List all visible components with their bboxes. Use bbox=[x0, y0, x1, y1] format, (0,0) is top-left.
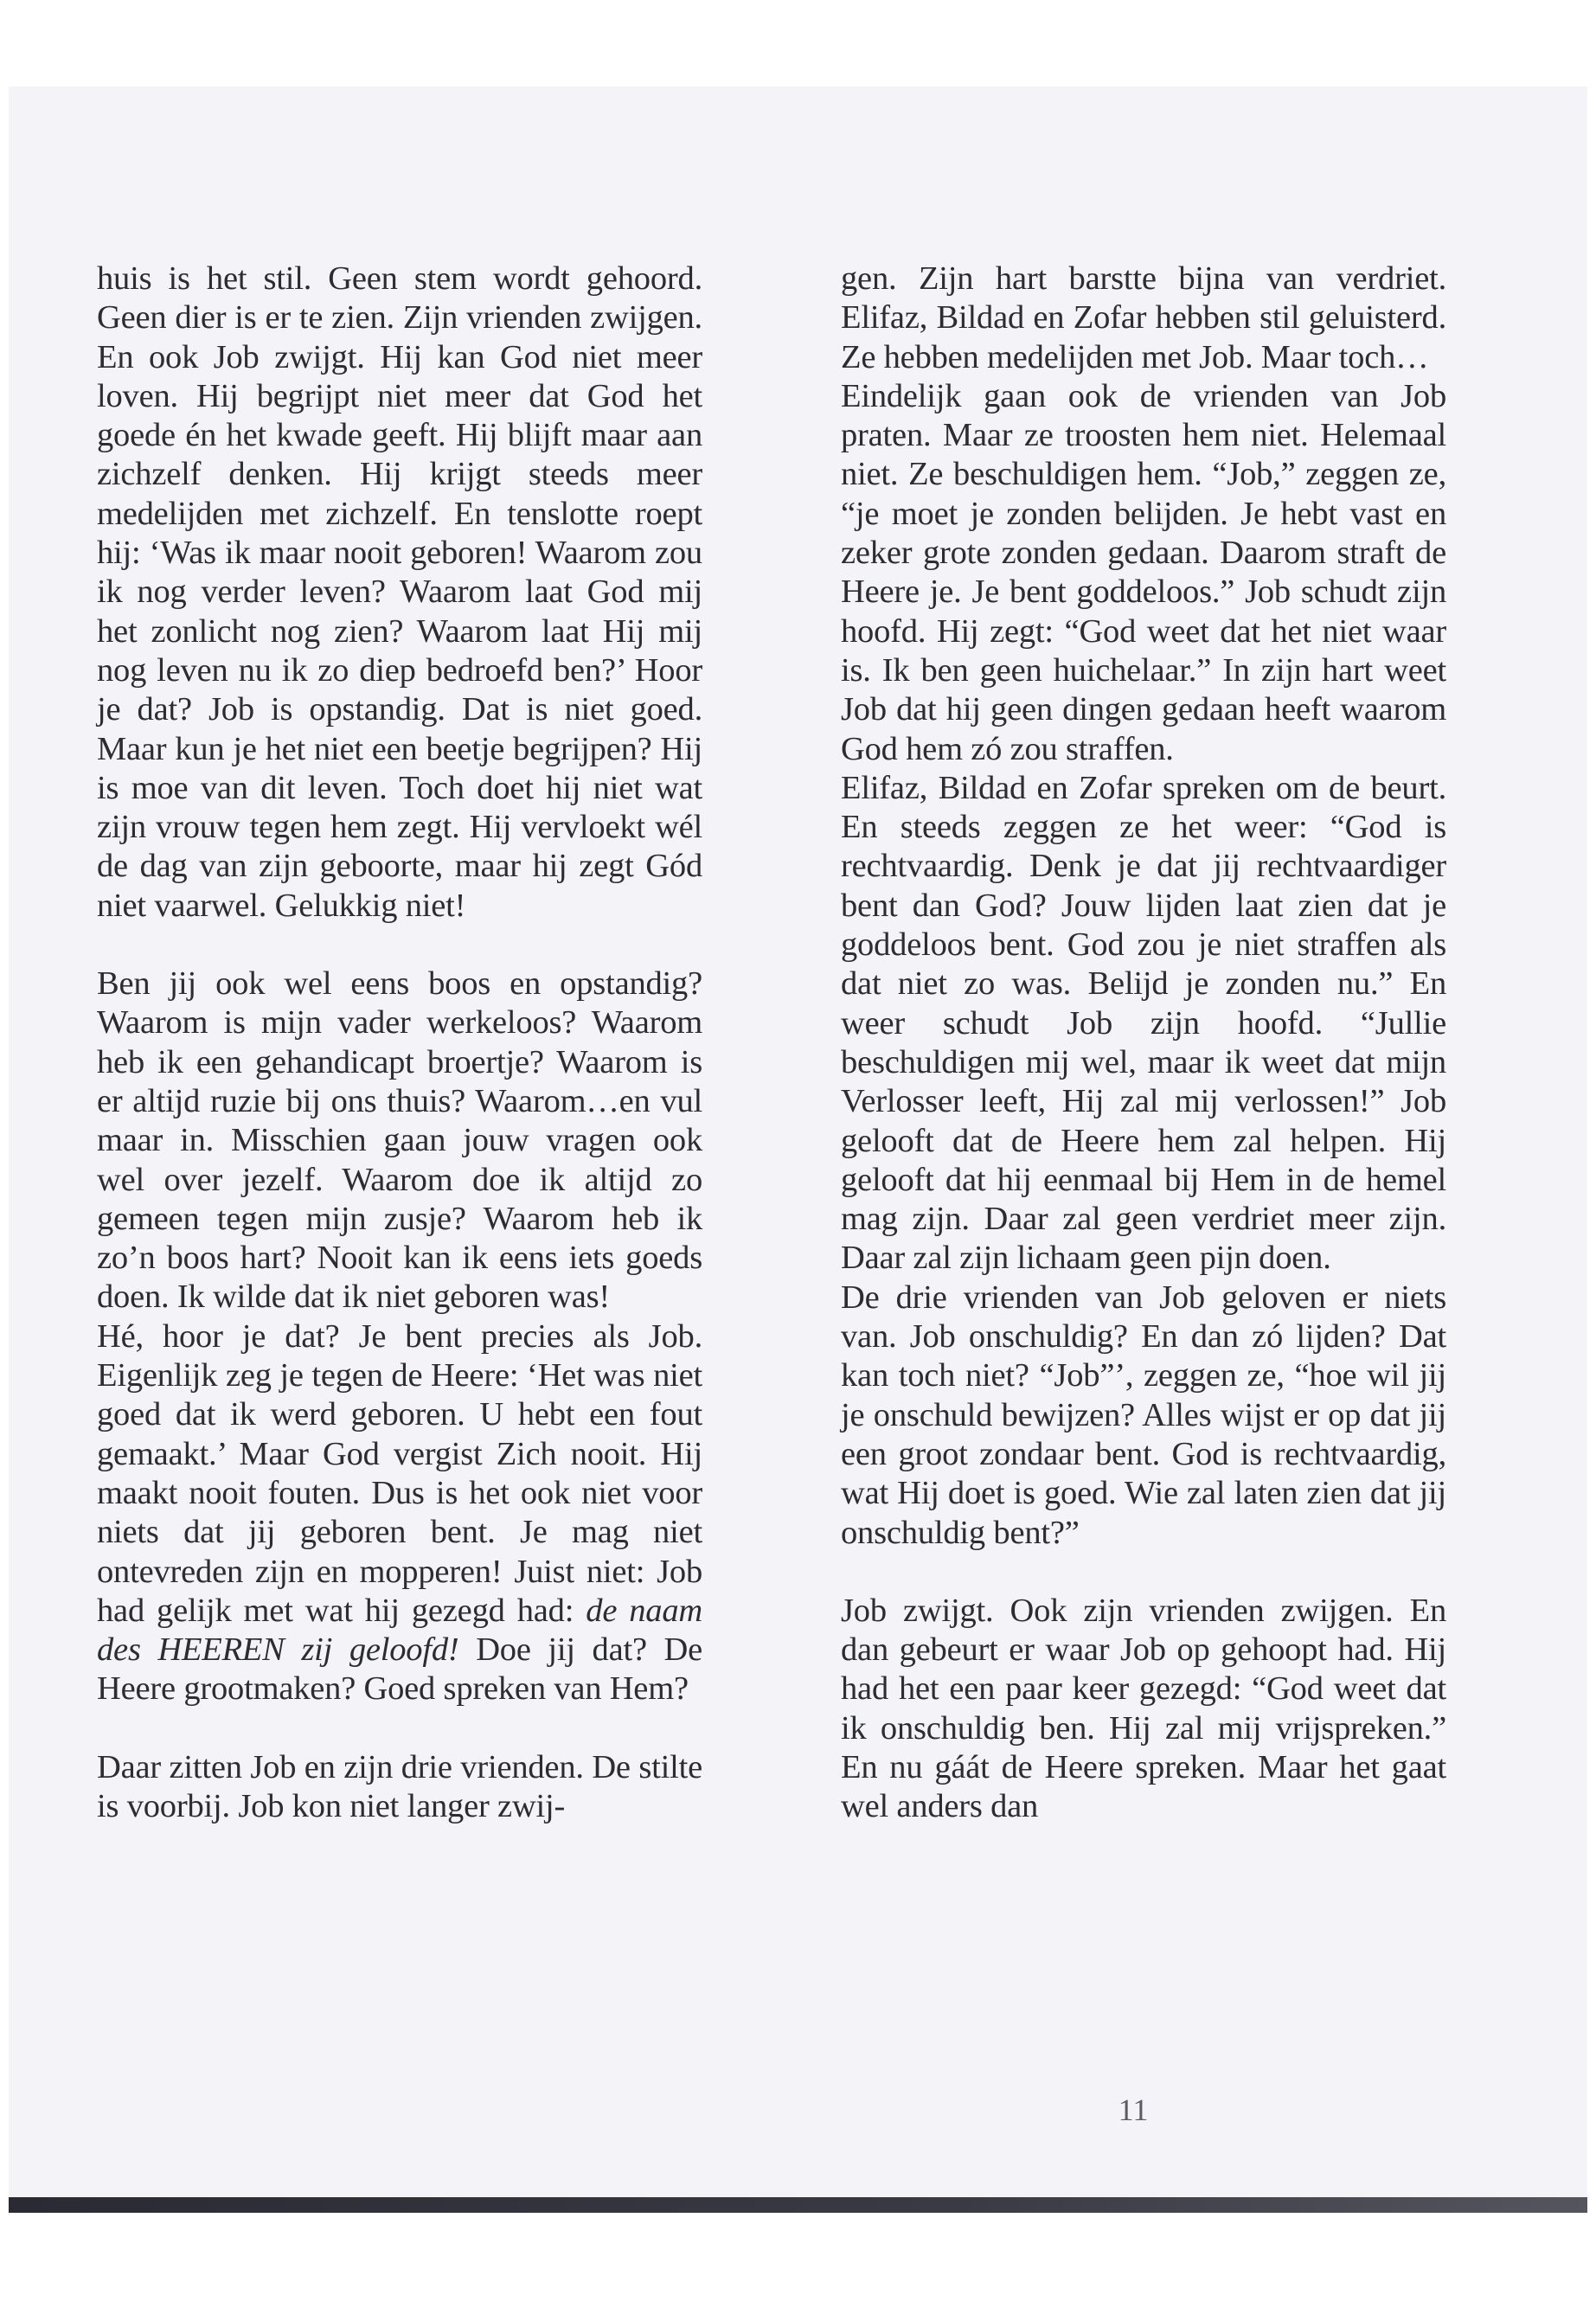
left-paragraph-2: Ben jij ook wel eens boos en opstandig? Waarom is mijn vader werkeloos? Waarom heb ik een gehandicapt broertje? Waarom is er altijd ruzie bij ons thuis? Waarom…en vul maar in. Misschien gaan jouw vragen ook wel over jezelf. Waarom doe ik altijd zo gemeen tegen mijn zusje? Waarom heb ik zo’n boos hart? Nooit kan ik eens iets goeds doen. Ik wilde dat ik niet geboren was! bbox=[97, 965, 702, 1316]
left-paragraph-3-text-b: Doe jij dat? De Heere grootmaken? Goed spreken van Hem? bbox=[97, 1631, 703, 1708]
page-number: 11 bbox=[1118, 2093, 1149, 2127]
right-paragraph-5: Job zwijgt. Ook zijn vrienden zwijgen. En dan gebeurt er waar Job op gehoopt had. Hij had het een paar keer gezegd: “God weet dat ik onschuldig ben. Hij zal mij vrijspreken.” En nu gáát de Heere spreken. Maar het gaat wel anders dan bbox=[841, 1592, 1446, 1825]
right-paragraph-2: Eindelijk gaan ook de vrienden van Job praten. Maar ze troosten hem niet. Helemaal niet. Ze beschuldigen hem. “Job,” zeggen ze, “je moet je zonden belijden. Je hebt vast en zeker grote zonden gedaan. Daarom straft de Heere je. Je bent goddeloos.” Job schudt zijn hoofd. Hij zegt: “God weet dat het niet waar is. Ik ben geen huichelaar.” In zijn hart weet Job dat hij geen dingen gedaan heeft waarom God hem zó zou straffen. bbox=[841, 377, 1446, 767]
left-paragraph-3 bbox=[97, 1317, 702, 1709]
left-paragraph-3-italic-quote: de naam des HEEREN zij geloofd! bbox=[97, 1592, 703, 1669]
left-paragraph-4: Daar zitten Job en zijn drie vrienden. De stilte is voorbij. Job kon niet langer zwij- bbox=[97, 1748, 702, 1824]
left-paragraph-3-text-a: Hé, hoor je dat? Je bent precies als Job. Eigenlijk zeg je tegen de Heere: ‘Het was niet goed dat ik werd geboren. U hebt een fout gemaakt.’ Maar God vergist Zich nooit. Hij maakt nooit fouten. Dus is het ook niet voor niets dat jij geboren bent. Je mag niet ontevreden zijn en mopperen! Juist niet: Job had gelijk met wat hij gezegd had: bbox=[97, 1317, 702, 1629]
right-paragraph-1: gen. Zijn hart barstte bijna van verdriet. Elifaz, Bildad en Zofar hebben stil geluisterd. Ze hebben medelijden met Job. Maar toch… bbox=[841, 260, 1446, 375]
left-paragraph-1: huis is het stil. Geen stem wordt gehoord. Geen dier is er te zien. Zijn vrienden zwijgen. En ook Job zwijgt. Hij kan God niet meer loven. Hij begrijpt niet meer dat God het goede én het kwade geeft. Hij blijft maar aan zichzelf denken. Hij krijgt steeds meer medelijden met zichzelf. En tenslotte roept hij: ‘Was ik maar nooit geboren! Waarom zou ik nog verder leven? Waarom laat God mij het zonlicht nog zien? Waarom laat Hij mij nog leven nu ik zo diep bedroefd ben?’ Hoor je dat? Job is opstandig. Dat is niet goed. Maar kun je het niet een beetje begrijpen? Hij is moe van dit leven. Toch doet hij niet wat zijn vrouw tegen hem zegt. Hij vervloekt wél de dag van zijn geboorte, maar hij zegt Gód niet vaarwel. Gelukkig niet! bbox=[97, 260, 702, 924]
scan-top-margin bbox=[0, 0, 1596, 87]
page-bottom-edge bbox=[9, 2197, 1587, 2213]
right-paragraph-4: De drie vrienden van Job geloven er niets van. Job onschuldig? En dan zó lijden? Dat kan toch niet? “Job”’, zeggen ze, “hoe wil jij je onschuld bewijzen? Alles wijst er op dat jij een groot zondaar bent. God is rechtvaardig, wat Hij doet is goed. Wie zal laten zien dat jij onschuldig bent?” bbox=[841, 1279, 1446, 1551]
right-paragraph-3: Elifaz, Bildad en Zofar spreken om de beurt. En steeds zeggen ze het weer: “God is rechtvaardig. Denk je dat jij rechtvaardiger bent dan God? Jouw lijden laat zien dat je goddeloos bent. God zou je niet straffen als dat niet zo was. Belijd je zonden nu.” En weer schudt Job zijn hoofd. “Jullie beschuldigen mij wel, maar ik weet dat mijn Verlosser leeft, Hij zal mij verlossen!” Job gelooft dat de Heere hem zal helpen. Hij gelooft dat hij eenmaal bij Hem in de hemel mag zijn. Daar zal geen verdriet meer zijn. Daar zal zijn lichaam geen pijn doen. bbox=[841, 769, 1446, 1277]
right-text-column bbox=[841, 260, 1446, 1827]
left-text-column bbox=[97, 260, 702, 1826]
